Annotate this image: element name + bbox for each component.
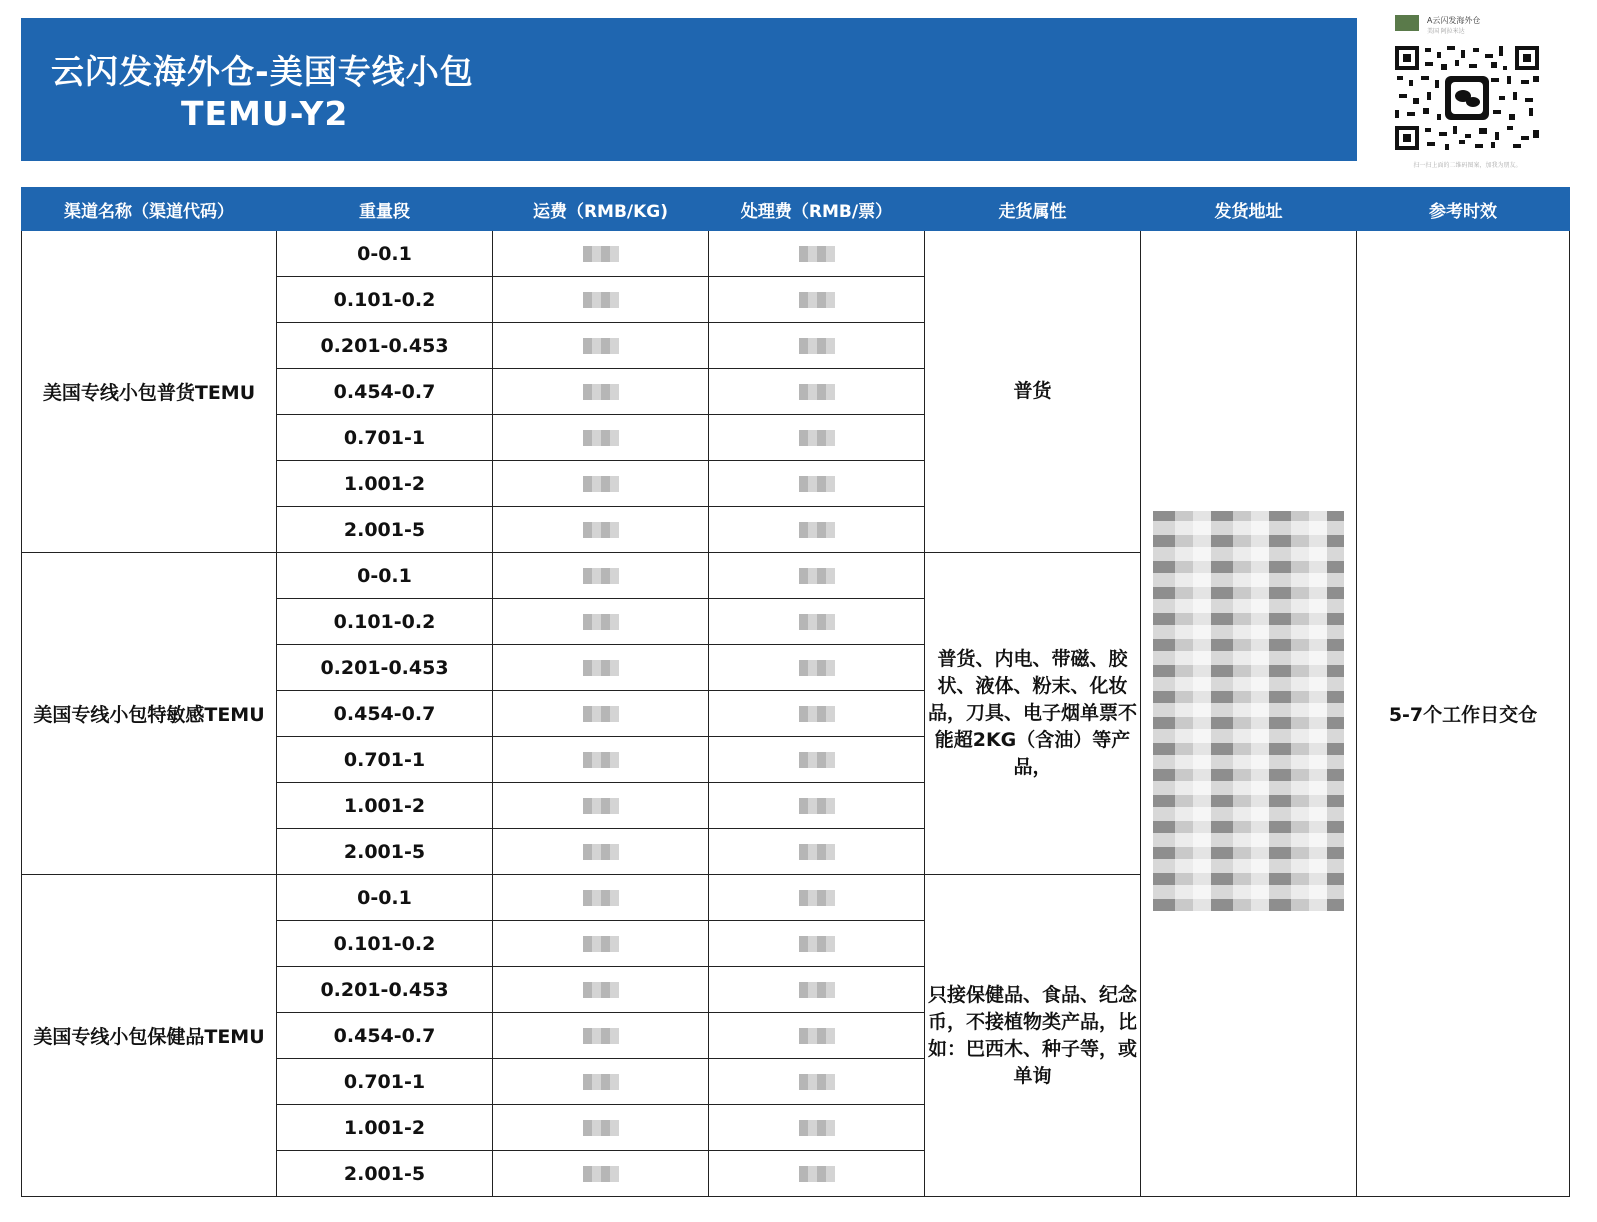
col-freight: 运费（RMB/KG) <box>493 188 709 231</box>
qr-account-name: A云闪发海外仓 <box>1427 16 1481 25</box>
table-header-row <box>22 188 1570 231</box>
handling-cell-redacted <box>709 507 925 553</box>
channel-name-cell: 美国专线小包特敏感TEMU <box>22 553 277 875</box>
handling-cell-redacted <box>709 783 925 829</box>
freight-cell-redacted <box>493 737 709 783</box>
weight-cell: 2.001-5 <box>277 507 493 553</box>
address-cell-redacted <box>1141 231 1357 1197</box>
page-title: 云闪发海外仓-美国专线小包 <box>51 52 474 91</box>
weight-cell: 0.101-0.2 <box>277 599 493 645</box>
freight-cell-redacted <box>493 599 709 645</box>
freight-cell-redacted <box>493 829 709 875</box>
col-channel-name: 渠道名称（渠道代码） <box>22 188 277 231</box>
attribute-cell: 普货 <box>925 231 1141 553</box>
freight-cell-redacted <box>493 1105 709 1151</box>
handling-cell-redacted <box>709 875 925 921</box>
page-subtitle: TEMU-Y2 <box>181 94 349 133</box>
handling-cell-redacted <box>709 967 925 1013</box>
freight-cell-redacted <box>493 1059 709 1105</box>
handling-cell-redacted <box>709 415 925 461</box>
freight-cell-redacted <box>493 783 709 829</box>
weight-cell: 0.454-0.7 <box>277 1013 493 1059</box>
attribute-cell: 普货、内电、带磁、胶状、液体、粉末、化妆品，刀具、电子烟单票不能超2KG（含油）等产品， <box>925 553 1141 875</box>
freight-cell-redacted <box>493 277 709 323</box>
col-cargo-attribute: 走货属性 <box>925 188 1141 231</box>
weight-cell: 0-0.1 <box>277 231 493 277</box>
freight-cell-redacted <box>493 1151 709 1197</box>
qr-code-icon <box>1395 46 1539 150</box>
qr-hint: 扫一扫上面的二维码图案，加我为朋友。 <box>1413 163 1522 169</box>
col-reference-time: 参考时效 <box>1357 188 1570 231</box>
handling-cell-redacted <box>709 231 925 277</box>
weight-cell: 1.001-2 <box>277 1105 493 1151</box>
handling-cell-redacted <box>709 1105 925 1151</box>
weight-cell: 0.454-0.7 <box>277 691 493 737</box>
freight-cell-redacted <box>493 231 709 277</box>
handling-cell-redacted <box>709 599 925 645</box>
freight-cell-redacted <box>493 415 709 461</box>
weight-cell: 0.701-1 <box>277 737 493 783</box>
freight-cell-redacted <box>493 875 709 921</box>
qr-account-sub: 美国 阿拉米达 <box>1427 29 1465 35</box>
col-ship-address: 发货地址 <box>1141 188 1357 231</box>
reference-time-cell: 5-7个工作日交仓 <box>1357 231 1570 1197</box>
freight-cell-redacted <box>493 507 709 553</box>
weight-cell: 2.001-5 <box>277 829 493 875</box>
weight-cell: 0.201-0.453 <box>277 967 493 1013</box>
weight-cell: 0.201-0.453 <box>277 323 493 369</box>
handling-cell-redacted <box>709 461 925 507</box>
weight-cell: 0.101-0.2 <box>277 277 493 323</box>
handling-cell-redacted <box>709 921 925 967</box>
table-row <box>22 231 1570 277</box>
handling-cell-redacted <box>709 277 925 323</box>
weight-cell: 0.454-0.7 <box>277 369 493 415</box>
handling-cell-redacted <box>709 369 925 415</box>
freight-cell-redacted <box>493 691 709 737</box>
handling-cell-redacted <box>709 553 925 599</box>
handling-cell-redacted <box>709 737 925 783</box>
freight-cell-redacted <box>493 645 709 691</box>
weight-cell: 0.701-1 <box>277 1059 493 1105</box>
weight-cell: 1.001-2 <box>277 461 493 507</box>
weight-cell: 0-0.1 <box>277 553 493 599</box>
handling-cell-redacted <box>709 323 925 369</box>
freight-cell-redacted <box>493 967 709 1013</box>
handling-cell-redacted <box>709 691 925 737</box>
freight-cell-redacted <box>493 323 709 369</box>
header-banner <box>21 18 1357 161</box>
freight-cell-redacted <box>493 369 709 415</box>
freight-cell-redacted <box>493 553 709 599</box>
weight-cell: 2.001-5 <box>277 1151 493 1197</box>
handling-cell-redacted <box>709 1059 925 1105</box>
attribute-cell: 只接保健品、食品、纪念币，不接植物类产品，比如：巴西木、种子等，或单询 <box>925 875 1141 1197</box>
freight-cell-redacted <box>493 921 709 967</box>
col-weight: 重量段 <box>277 188 493 231</box>
handling-cell-redacted <box>709 645 925 691</box>
channel-name-cell: 美国专线小包普货TEMU <box>22 231 277 553</box>
freight-cell-redacted <box>493 461 709 507</box>
handling-cell-redacted <box>709 829 925 875</box>
channel-name-cell: 美国专线小包保健品TEMU <box>22 875 277 1197</box>
freight-cell-redacted <box>493 1013 709 1059</box>
avatar <box>1395 15 1419 31</box>
wechat-qr-card <box>1385 10 1550 175</box>
handling-cell-redacted <box>709 1151 925 1197</box>
weight-cell: 0.201-0.453 <box>277 645 493 691</box>
weight-cell: 0.101-0.2 <box>277 921 493 967</box>
weight-cell: 0.701-1 <box>277 415 493 461</box>
weight-cell: 0-0.1 <box>277 875 493 921</box>
handling-cell-redacted <box>709 1013 925 1059</box>
rate-table <box>21 187 1570 1197</box>
col-handling-fee: 处理费（RMB/票） <box>709 188 925 231</box>
weight-cell: 1.001-2 <box>277 783 493 829</box>
